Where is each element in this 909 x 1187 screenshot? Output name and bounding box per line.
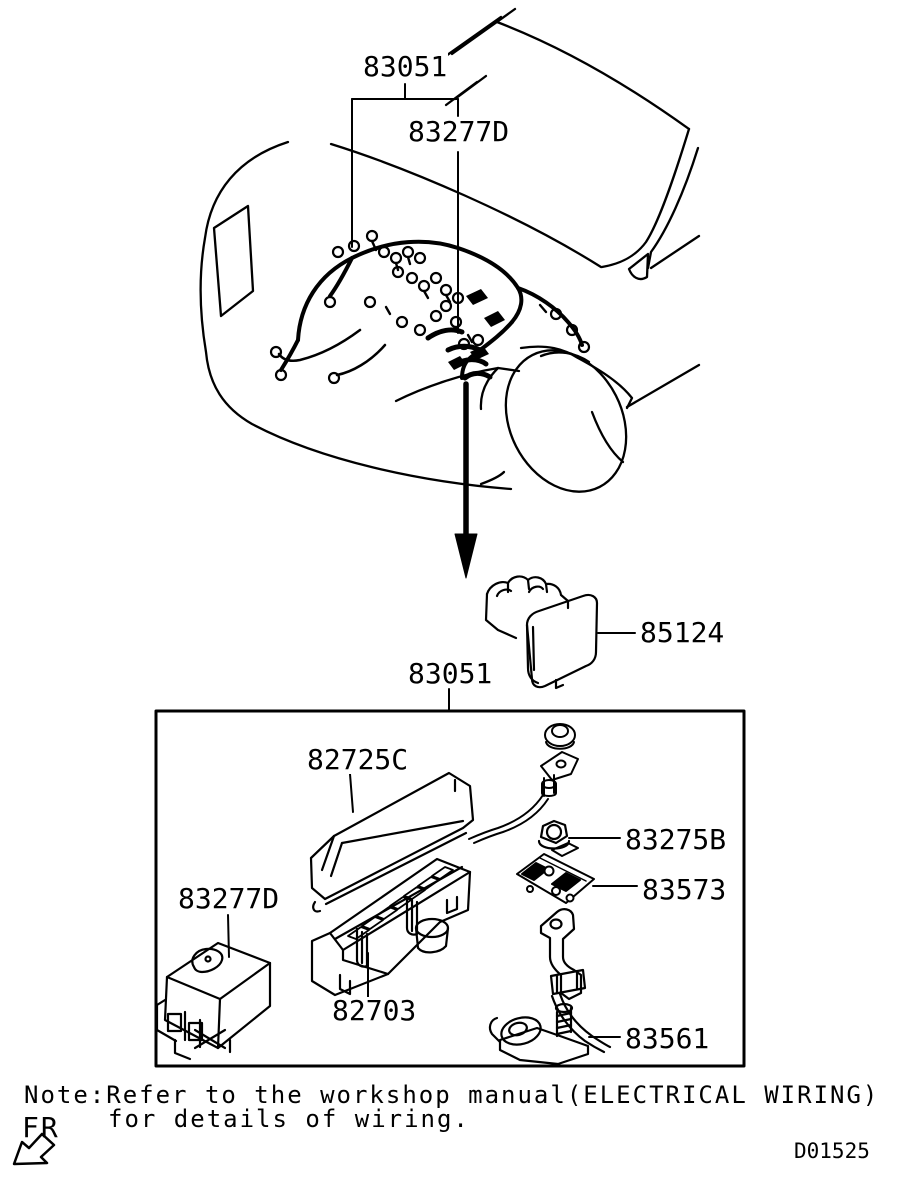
label-83561[interactable]: 83561 [625,1022,710,1055]
label-relaybox-83277D[interactable]: 83277D [178,882,280,915]
note-line-1: Note:Refer to the workshop manual(ELECTRICAL WIRING) [24,1081,880,1109]
bolt-with-wire-drawing [469,724,578,843]
part-83561-drawing [490,909,610,1064]
car-outline [201,9,699,512]
label-82703[interactable]: 82703 [332,994,417,1027]
front-wheel [483,330,650,513]
label-83573[interactable]: 83573 [642,873,727,906]
down-arrow [455,384,477,578]
label-83275B[interactable]: 83275B [625,823,727,856]
wiring-harness-drawing [271,231,589,383]
label-82725C[interactable]: 82725C [307,743,409,776]
label-85124[interactable]: 85124 [640,616,725,649]
part-82703-drawing [312,859,470,995]
part-85124-drawing [486,576,597,688]
label-cover-83277D-top[interactable]: 83277D [408,115,510,148]
part-83573-drawing [517,843,594,903]
part-83277D-drawing [157,943,270,1059]
drawing-code: D01525 [794,1139,870,1163]
label-groupbox-83051[interactable]: 83051 [408,657,493,690]
note-line-2: for details of wiring. [108,1105,470,1133]
label-harness-83051[interactable]: 83051 [363,50,448,83]
fr-orientation-label: FR [22,1111,60,1144]
